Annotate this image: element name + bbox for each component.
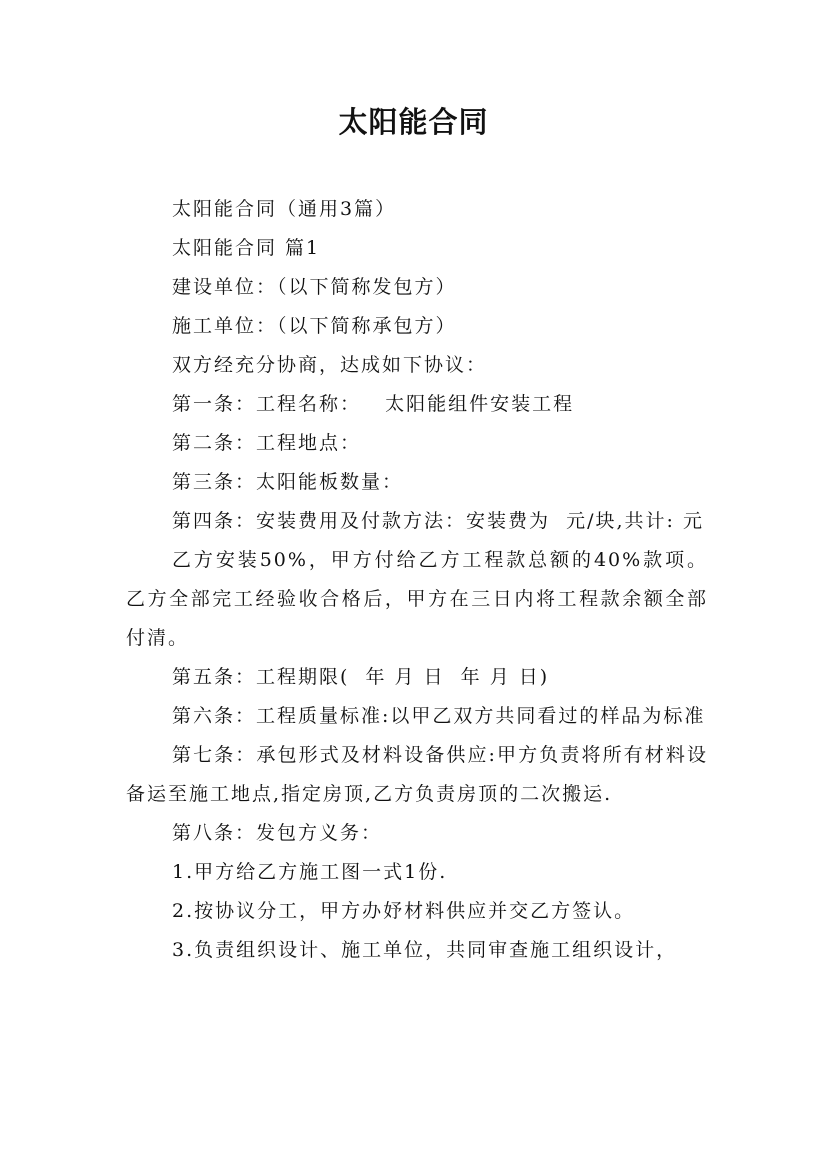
paragraph: 乙方安装50%，甲方付给乙方工程款总额的40%款项。乙方全部完工经验收合格后，甲方在三日内将工程款余额全部付清。 [126,549,708,649]
document-body [126,190,708,970]
paragraph: 施工单位：（以下简称承包方） [172,315,457,337]
paragraph: 2.按协议分工，甲方办妤材料供应并交乙方签认。 [172,900,636,922]
paragraph: 第三条：太阳能板数量： [172,471,404,493]
paragraph: 第五条：工程期限( 年 月 日 年 月 日) [172,666,550,688]
paragraph: 太阳能合同（通用3篇） [172,198,397,220]
paragraph: 第六条：工程质量标准:以甲乙双方共同看过的样品为标准 [172,705,706,727]
paragraph: 双方经充分协商，达成如下协议： [172,354,488,376]
paragraph: 建设单位：（以下简称发包方） [172,276,457,298]
paragraph: 1.甲方给乙方施工图一式1份. [172,861,448,883]
paragraph: 第七条：承包形式及材料设备供应:甲方负责将所有材料设备运至施工地点,指定房顶,乙方负责房顶的二次搬运. [126,744,708,805]
paragraph: 第二条：工程地点： [172,432,362,454]
paragraph: 第八条：发包方义务： [172,822,383,844]
paragraph: 第一条：工程名称： 太阳能组件安装工程 [172,393,575,415]
paragraph: 3.负责组织设计、施工单位，共同审查施工组织设计， [172,939,678,961]
paragraph: 太阳能合同 篇1 [172,237,321,259]
document-title: 太阳能合同 [338,105,489,139]
paragraph: 第四条：安装费用及付款方法：安装费为 元/块,共计: 元 [172,510,704,532]
